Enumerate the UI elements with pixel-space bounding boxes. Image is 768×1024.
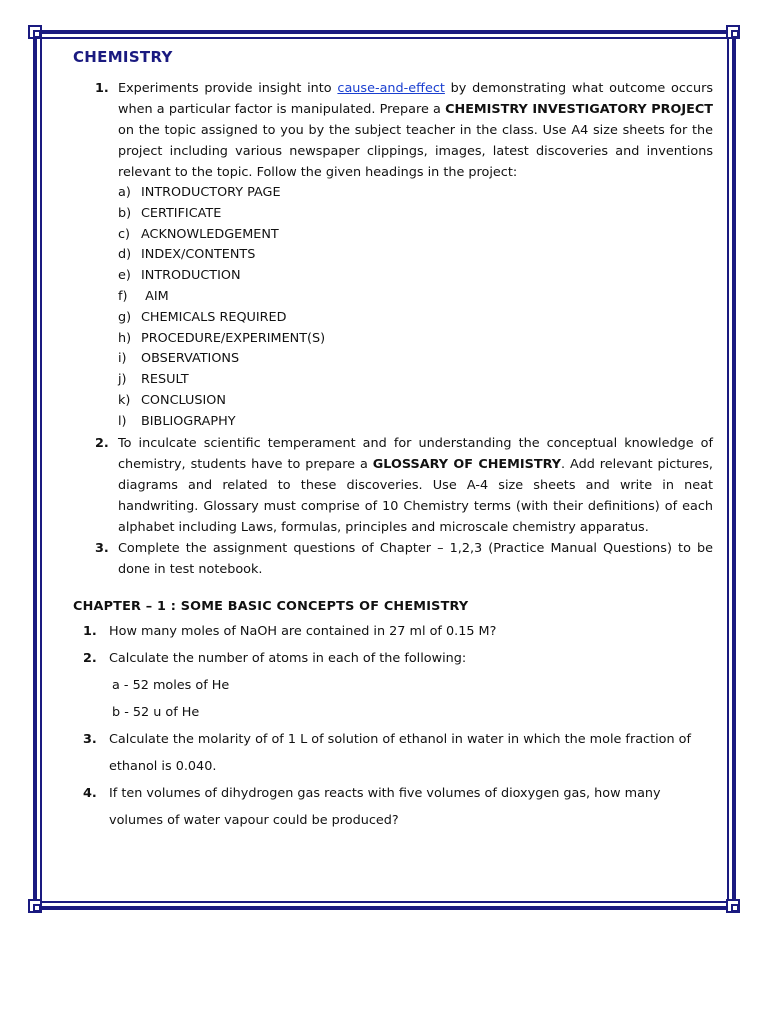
question-number: 1. — [83, 623, 97, 639]
question-number: 4. — [83, 785, 97, 801]
list-item — [73, 245, 713, 266]
list-letter: k) — [118, 392, 131, 408]
corner-ornament-bottom-left — [28, 899, 42, 913]
item-number: 3. — [95, 540, 109, 556]
list-letter: d) — [118, 247, 132, 263]
item-text: on the topic assigned to you by the subject teacher in the class. Use A4 size sheets for the project including various newspaper clippings, images, latest discoveries and inventions relevant to the topic. Follow the given headings in the project: — [118, 123, 713, 180]
list-item — [73, 308, 713, 329]
chapter-heading: CHAPTER – 1 : SOME BASIC CONCEPTS OF CHEMISTRY — [73, 598, 469, 614]
list-letter: l) — [118, 413, 127, 429]
list-label: INTRODUCTION — [141, 268, 241, 284]
list-label: INDEX/CONTENTS — [141, 247, 256, 263]
list-item — [73, 391, 713, 412]
item-bold-text: GLOSSARY OF CHEMISTRY — [372, 456, 562, 472]
list-letter: h) — [118, 330, 132, 346]
question-item — [73, 726, 713, 780]
list-letter: i) — [118, 351, 127, 367]
question-number: 2. — [83, 650, 97, 666]
list-label: ACKNOWLEDGEMENT — [141, 226, 279, 242]
list-letter: g) — [118, 309, 132, 325]
instruction-item-1 — [73, 78, 713, 183]
item-text: Complete the assignment questions of Chapter – 1,2,3 (Practice Manual Questions) to be done in test notebook. — [118, 540, 713, 577]
page-title: CHEMISTRY — [73, 48, 173, 66]
list-letter: e) — [118, 268, 131, 284]
document-content — [73, 48, 713, 834]
list-label: INTRODUCTORY PAGE — [141, 185, 281, 200]
item-number: 1. — [95, 81, 109, 96]
list-label: CHEMICALS REQUIRED — [141, 309, 287, 325]
corner-ornament-bottom-right — [726, 899, 740, 913]
question-text: If ten volumes of dihydrogen gas reacts with five volumes of dioxygen gas, how many volumes of water vapour could be produced? — [109, 785, 661, 828]
list-item — [73, 412, 713, 433]
list-item — [73, 183, 713, 204]
instruction-item-2 — [73, 433, 713, 538]
list-label: AIM — [141, 288, 169, 304]
question-item — [73, 618, 713, 645]
list-label: CONCLUSION — [141, 392, 226, 408]
item-text: To inculcate scientific temperament and for understanding the conceptual knowledge of chemistry, students have to prepare a — [118, 435, 713, 472]
list-letter: c) — [118, 226, 131, 242]
list-letter: b) — [118, 205, 132, 221]
instruction-item-3 — [73, 538, 713, 580]
list-item — [73, 225, 713, 246]
item-number: 2. — [95, 435, 109, 451]
question-text: Calculate the number of atoms in each of the following: — [109, 650, 467, 666]
sub-question: b - 52 u of He — [112, 704, 200, 720]
question-item — [73, 780, 713, 834]
corner-ornament-top-left — [28, 25, 42, 39]
question-number: 3. — [83, 731, 97, 747]
list-item — [73, 370, 713, 391]
question-text: Calculate the molarity of of 1 L of solution of ethanol in water in which the mole fraction of ethanol is 0.040. — [109, 731, 691, 774]
sub-question: a - 52 moles of He — [112, 677, 230, 693]
question-text: How many moles of NaOH are contained in 27 ml of 0.15 M? — [109, 623, 497, 639]
question-item — [73, 645, 713, 672]
list-label: OBSERVATIONS — [141, 351, 240, 367]
list-item — [73, 287, 713, 308]
corner-ornament-top-right — [726, 25, 740, 39]
item-text: by demonstrating what outcome occurs when a particular factor is manipulated. Prepare a — [118, 81, 713, 117]
item-bold-text: CHEMISTRY INVESTIGATORY PROJECT — [445, 102, 713, 117]
list-letter: f) — [118, 288, 128, 304]
list-item — [73, 349, 713, 370]
cause-and-effect-link[interactable]: cause-and-effect — [337, 81, 445, 96]
list-label: CERTIFICATE — [141, 205, 222, 221]
list-letter: j) — [118, 372, 127, 388]
list-label: BIBLIOGRAPHY — [141, 413, 236, 429]
item-text: Experiments provide insight into — [118, 81, 338, 96]
list-item — [73, 266, 713, 287]
item-text: . Add relevant pictures, diagrams and related to these discoveries. Use A-4 size sheets and write in neat handwriting. Glossary must comprise of 10 Chemistry terms (with their definitions) of each alphabet including Laws, formulas, principles and microscale chemistry apparatus. — [118, 456, 713, 535]
project-headings-list — [73, 183, 713, 433]
list-letter: a) — [118, 185, 131, 200]
list-item — [73, 204, 713, 225]
list-label: RESULT — [141, 372, 189, 388]
list-label: PROCEDURE/EXPERIMENT(S) — [141, 330, 326, 346]
list-item — [73, 329, 713, 350]
